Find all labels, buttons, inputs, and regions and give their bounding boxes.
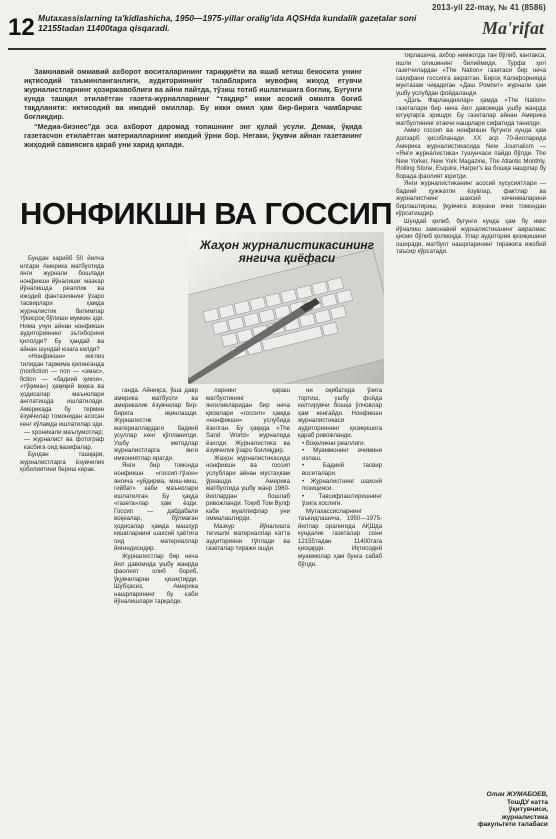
article-headline: НОНФИКШН ВА ГОССИП (20, 196, 393, 231)
column-paragraph: тирлашича, ахбор нимжотда тан бўлиб, кантакса, ишли олишининг билиймиди. Турфа ҳил газетчилардан «The Nation» газетаси бир неча саҳифани госсипга ажратган. Бироқ Калифорнияда мунтазам чиқадиган «Даш Ромпет» журнали ҳам ушбу услубдан фойдаланди. (396, 52, 546, 97)
article-byline (468, 791, 548, 829)
column-paragraph: Журналистлар бир неча йил давомида ушбу жанрда фаолият олиб бориб, ўқувчиларни қизиқтирди. Шубҳасиз, Америка нашрларининг бу каби йўналишлари тарқалди. (114, 553, 198, 606)
author-title: ТошДУ катта ўқитувчиси, журналистика факультети талабаси (477, 798, 548, 829)
column-paragraph: Бундан ташқари, журналистларга ёзувчилик қобилиятини бериш керак. (20, 451, 104, 474)
column-paragraph: Янги журналистиканинг асосий хусусиятлари — бадиий ҳужжатли ёзувлар, фактлар ва журналистнинг шахсий кечинмаларини бирлаштириш, ўқувчига воқеани ички томондан кўрсатишдир. (396, 180, 546, 218)
column-paragraph: ни оқибатида ўзига тортиш, ушбу фойда келтирувчи бошқа ўлчовлар ҳам кенгайди. Нонфикшн журналистикаси аудиториянинг қизиқишига қараб ривожланди. (298, 387, 382, 440)
column-list-item: • Тавсифлаштиришнинг ўзига хослиги. (302, 492, 382, 508)
column-paragraph: ганда. Айниқса, ўша давр америка матбуоти ва америкалик ёзувчилар бир-бирига яқинлашди. Журналистик материаллардаги бадиий усуллар кенг қўлланилди. Ушбу методлар журналистларга янги имкониятлар яратди. (114, 387, 198, 462)
column-paragraph: Янги бир томонда нонфикшн «госсип-тўзон» янгича «уйдирма, миш-миш, гийбат» каби маънолари ишлатилган. Бу ҳақда «газета»лар ҳам ёзди. Госсип — дабдабали воқеалар, бўлмаган ҳодисалар ҳамда машҳур кишиларнинг шахсий ҳаётига оид материаллар йиғиндисидир. (114, 462, 198, 553)
header-rule (8, 48, 546, 50)
column-paragraph: Мутахассисларнинг таъкидлашича, 1950—1975-йиллар оралиғида АҚШда кундалик газеталар сони 12155тадан 11400тага қисқарди. Иқтисодий муаммолар ҳам бунга сабаб бўлди. (298, 507, 382, 568)
column-paragraph: Бундан карийб 50 йилча илгари Америка матбуотида янги журнали бошлади нонфикшн йўналиши: мазкар йўналишда реаллик ва ижодий фантазиянинг ўзаро тасвирлари ҳамда журналистик билимлар тўкисроқ бўлиши мумкин эди. Нима учун айнан нонфикшн аудиториянинг эътиборини қилолди? Бу ҳандай ва айнан шундай юзага келди? (20, 255, 104, 353)
lead-paragraph: Замонавий оммавий ахборот воситаларининг тараққиёти ва яшаб кетиш бекосита унинг иқтисодий таъминланганлиги, аудиториянинг талабларига мувофиқ жиҳод етувчи журналистларнинг ҳозиржавоблиги ва айни пайтда, тўзиш тотиб ишлатишига боғлиқ. Бугунги кунда ташқил этилаётган газета-журналларнинг “тақдир” икки асосий омилга боғиб тақдланяти: иктисодий ва ижодий омиллар. Бу икки омил ҳам бир-бирига чамбарчас боғлиқдир. (24, 67, 362, 121)
article-column-3 (206, 387, 290, 835)
column-list-item: • Журналистнинг шахсий позицияси. (302, 477, 382, 493)
column-paragraph: Аммо госсип ва нонфикшн бугунги кунда ҳам долзарб ҳисобланади. XX аср 70-йилларида Америка журналистикасида New Journalism — «Янги журналистика» тушунчаси пайдо бўлди. The New Yorker, New York Magazine, The Atlantic Monthly, Rolling Stone, Esquire, Harper's ва бошқа нашрлар бу борада фаолият юритди. (396, 127, 546, 180)
column-paragraph: Мазкур йўналишга тегишли материаллар катта аудиторияни тўплади ва газеталар тиражи ошди. (206, 522, 290, 553)
column-list-item: • Воқеликни реаллиги. (302, 439, 366, 447)
masthead-quote: Mutaxassislarning ta'kidlashicha, 1950—1975-yillar oralig'ida AQSHda kundalik gazetalar soni 12155tadan 11400taga qisqaradi. (38, 13, 417, 33)
author-name: Олим ЖУМАБОЕВ, (486, 791, 548, 798)
column-list-item: — хроникали маълумотлар; (24, 428, 104, 436)
article-column-1 (20, 255, 104, 835)
article-lead (24, 68, 362, 152)
newspaper-brand: Ma'rifat (481, 18, 544, 38)
column-paragraph: Шундай қилиб, бугунги кунда ҳам бу икки йўналиш замонавий журналистиканинг ажралмас қисми бўлиб қолмоқда. Улар аудитория қизиқишини оширади, матбуот нашрларининг тиражига ижобий таъсир кўрсатади. (396, 218, 546, 256)
article-column-4 (298, 387, 382, 835)
column-list-item: • Муаммонинг ечимини излаш. (302, 447, 382, 462)
article-column-2 (114, 387, 198, 835)
column-paragraph: ларнинг қараш матбуотининг янгиликларидан бир неча қисмлари «госсип» ҳамда «нонфикшн» услубида ёзилган. Бу ҳақида «The Sand World» журналида ёзилди. Журналистика ва ёзувчилик ўзаро боғлиқдир. (206, 387, 290, 455)
column-paragraph: Жаҳон журналистикасида нонфикшн ва госсип услублари айнан мустаҳкам ўрнашди. Америка матбуотида ушбу жанр 1960-йиллардан бошлаб ривожланди. Тоқиб Том Вулф каби муаллифлар уни оммалаштирди. (206, 454, 290, 523)
column-list-item: — журналист ва фотограф касбига оид вазифалар. (24, 436, 104, 451)
article-column-5 (396, 52, 546, 787)
article-kicker: Жаҳон журналистикасининг янгича қиёфаси (199, 238, 375, 265)
column-paragraph: «Дэль Фарландиялар» ҳамда «The Nation» газеталари бир неча йил давомида ушбу жанрда ютуқларга эришди. Бу газеталар айнан Америка матбуотининг етакчи нашрлари сифатида танилди. (396, 97, 546, 127)
page-number: 12 (8, 14, 35, 41)
issue-date: 2013-yil 22-may, № 41 (8586) (432, 3, 546, 12)
column-paragraph: «Нонфикшн» инглиз тилидан таржима қилинганда (nonfiction — non — «эмас», fiction — «бадиий ҳикоя», «тўқима») ҳақиқий воқеа ва ҳодисалар маънолари англатишда ишлатилади. Америкада бу термин ёзувчилар томонидан асосан кенг кўламда ишлатилар эди. (20, 353, 104, 429)
column-list-item: • Бадиий тасвир воситалари. (302, 462, 382, 478)
lead-paragraph: “Медиа-бизнес”да эса ахборот даромад топишнинг энг қулай усули. Демак, ўқида газетасчон етилаётган материалларнинг ижодий ўрни бор. Негаки, ўқувчи айнан газетанинг жиҳодий савиясига қараб уни харид қилади. (24, 122, 362, 150)
